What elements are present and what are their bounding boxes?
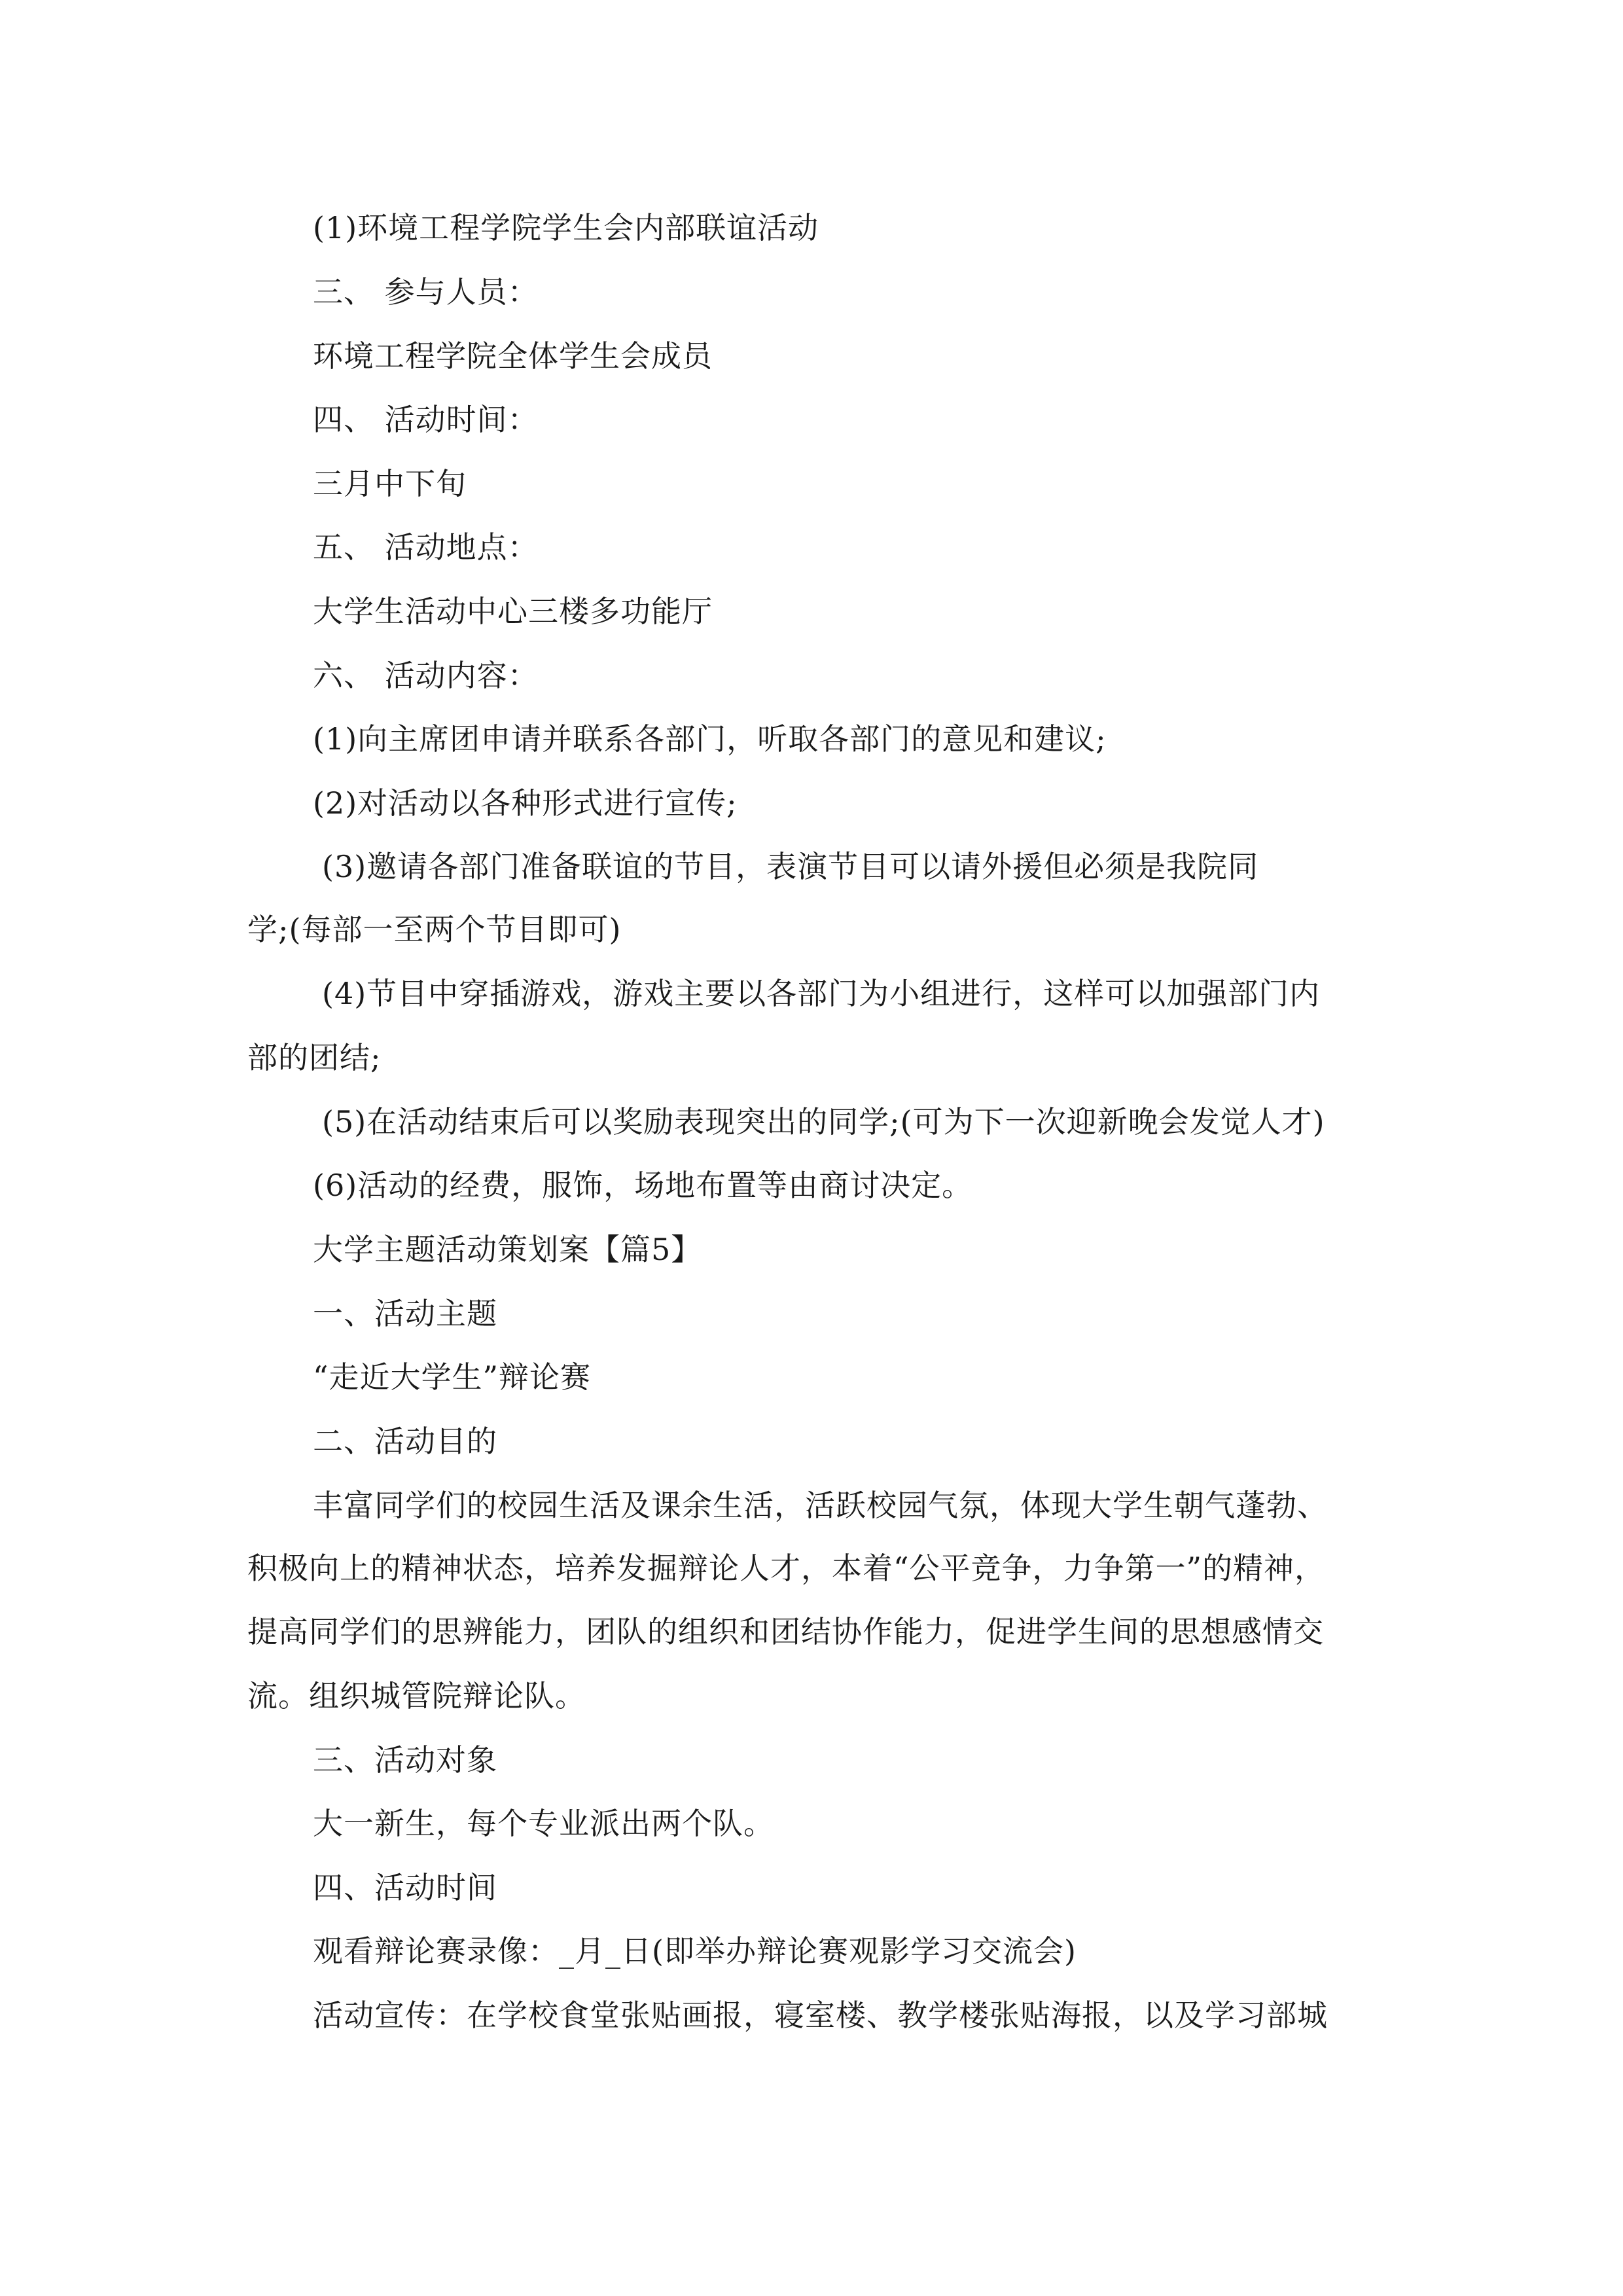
- text-line: 观看辩论赛录像：_月_日(即举办辩论赛观影学习交流会): [313, 1933, 1077, 1969]
- paragraph-line: 丰富同学们的校园生活及课余生活，活跃校园气氛，体现大学生朝气蓬勃、: [313, 1488, 1328, 1523]
- text-line: 大学生活动中心三楼多功能厅: [313, 594, 713, 629]
- list-item: (6)活动的经费，服饰，场地布置等由商讨决定。: [313, 1168, 973, 1203]
- text-line: 活动宣传：在学校食堂张贴画报，寝室楼、教学楼张贴海报，以及学习部城: [313, 1998, 1328, 2033]
- section-heading: 六、 活动内容：: [313, 658, 539, 693]
- list-item: (3)邀请各部门准备联谊的节目，表演节目可以请外援但必须是我院同: [322, 849, 1259, 884]
- text-line: (1)环境工程学院学生会内部联谊活动: [313, 210, 819, 245]
- article-title: 大学主题活动策划案【篇5】: [313, 1232, 702, 1267]
- section-heading: 三、活动对象: [313, 1742, 497, 1778]
- section-heading: 四、 活动时间：: [313, 402, 539, 437]
- paragraph-line: 流。组织城管院辩论队。: [247, 1678, 586, 1713]
- text-line: 环境工程学院全体学生会成员: [313, 338, 713, 374]
- section-heading: 四、活动时间: [313, 1870, 497, 1905]
- list-item-continuation: 部的团结;: [247, 1040, 382, 1075]
- text-line: 三月中下旬: [313, 466, 467, 501]
- list-item-continuation: 学;(每部一至两个节目即可): [247, 912, 622, 947]
- text-line: 大一新生，每个专业派出两个队。: [313, 1806, 774, 1841]
- list-item: (2)对活动以各种形式进行宣传;: [313, 785, 738, 821]
- section-heading: 二、活动目的: [313, 1424, 497, 1459]
- list-item: (5)在活动结束后可以奖励表现突出的同学;(可为下一次迎新晚会发觉人才): [322, 1104, 1325, 1139]
- list-item: (4)节目中穿插游戏，游戏主要以各部门为小组进行，这样可以加强部门内: [322, 976, 1321, 1011]
- section-heading: 三、 参与人员：: [313, 274, 539, 310]
- section-heading: 一、活动主题: [313, 1296, 497, 1331]
- paragraph-line: 积极向上的精神状态，培养发掘辩论人才，本着“公平竞争，力争第一”的精神，: [247, 1551, 1326, 1586]
- section-heading: 五、 活动地点：: [313, 529, 539, 565]
- text-line: “走近大学生”辩论赛: [313, 1359, 592, 1395]
- paragraph-line: 提高同学们的思辨能力，团队的组织和团结协作能力，促进学生间的思想感情交: [247, 1614, 1324, 1649]
- list-item: (1)向主席团申请并联系各部门，听取各部门的意见和建议;: [313, 721, 1107, 757]
